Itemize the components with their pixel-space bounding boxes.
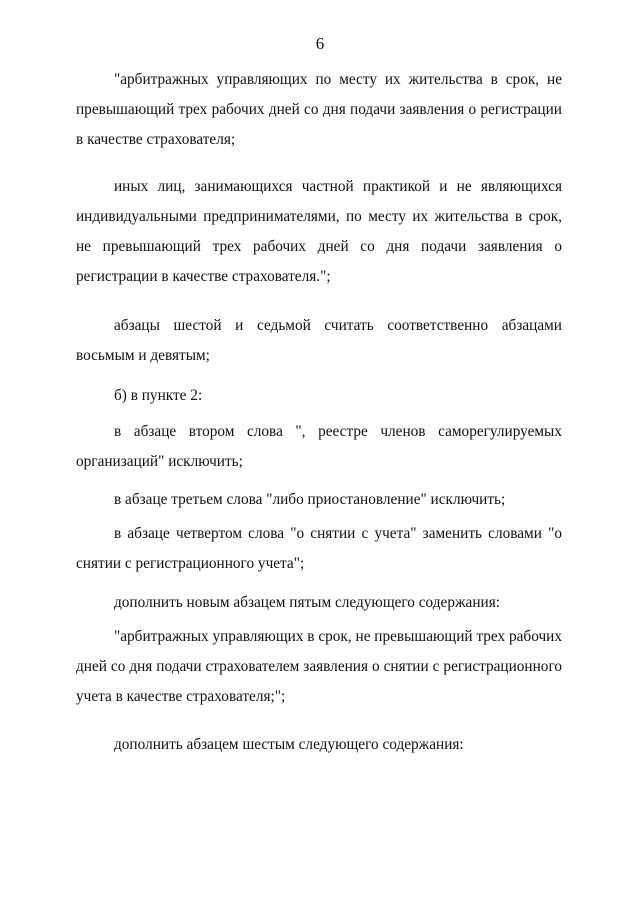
page-number: 6 [315,34,325,53]
paragraph-second-abzats-exclude: в абзаце втором слова ", реестре членов саморегулируемых организаций" исключить; [76,423,562,470]
paragraph-add-sixth-abzats: дополнить абзацем шестым следующего содержания: [114,736,464,753]
paragraph-item-b-point-2: б) в пункте 2: [114,387,203,404]
paragraph-add-fifth-abzats: дополнить новым абзацем пятым следующего содержания: [114,594,501,611]
paragraph-fourth-abzats-replace: в абзаце четвертом слова "о снятии с учета" заменить словами "о снятии с регистрационного учета"; [76,525,562,572]
paragraph-other-persons-private-practice: иных лиц, занимающихся частной практикой и не являющихся индивидуальными предпринимателями, по месту их жительства в срок, не превышающий трех рабочих дней со дня подачи заявления о регистрации в качестве страхователя."; [76,178,562,285]
paragraph-arbitration-managers-deregistration: "арбитражных управляющих в срок, не превышающий трех рабочих дней со дня подачи страхователем заявления о снятии с регистрационного учета в качестве страхователя;"; [76,628,562,705]
paragraph-arbitration-managers-registration: "арбитражных управляющих по месту их жительства в срок, не превышающий трех рабочих дней со дня подачи заявления о регистрации в качестве страхователя; [76,71,562,148]
paragraph-third-abzats-exclude: в абзаце третьем слова "либо приостановление" исключить; [114,491,506,508]
paragraph-renumber-sixth-seventh: абзацы шестой и седьмой считать соответственно абзацами восьмым и девятым; [76,317,562,364]
